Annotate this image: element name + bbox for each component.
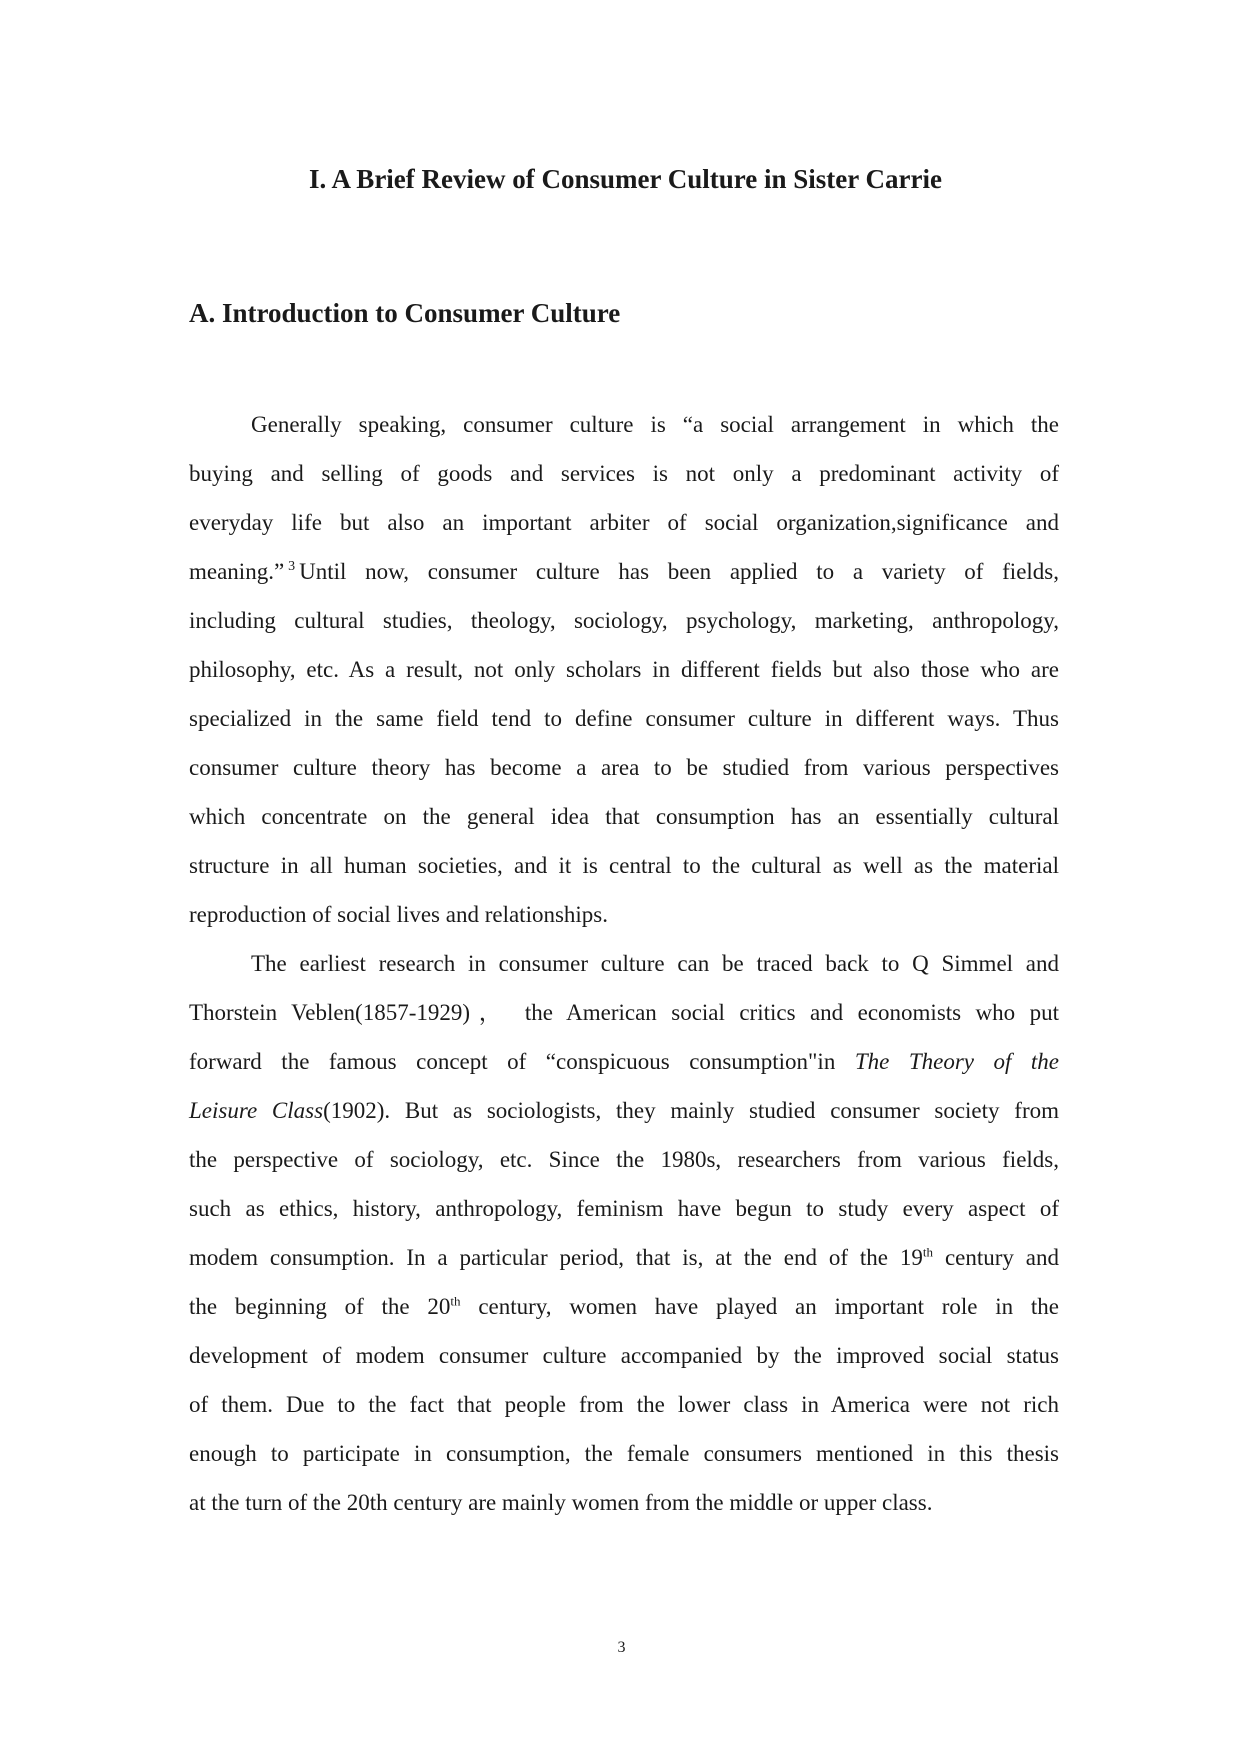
text-fragment: modem consumption. In a particular period, that is, at the end of the 19: [189, 1245, 923, 1270]
text-line: [189, 1037, 1059, 1086]
text-line: [189, 547, 1059, 596]
text-fragment: the beginning of the 20: [189, 1294, 451, 1319]
ordinal-superscript: th: [450, 1293, 461, 1309]
text-line: buying and selling of goods and services is not only a predominant activity of: [189, 461, 1059, 486]
text-line: enough to participate in consumption, the female consumers mentioned in this thesis: [189, 1441, 1059, 1466]
text-line: the perspective of sociology, etc. Since the 1980s, researchers from various fields,: [189, 1147, 1059, 1172]
text-line: reproduction of social lives and relationships.: [189, 902, 609, 927]
ordinal-superscript: th: [922, 1244, 934, 1260]
text-line: including cultural studies, theology, sociology, psychology, marketing, anthropology,: [189, 608, 1059, 633]
footnote-reference: 3: [288, 559, 296, 575]
text-line: [189, 1282, 1059, 1331]
text-line: development of modem consumer culture accompanied by the improved social status: [189, 1343, 1059, 1368]
paragraph-1: [189, 400, 1059, 939]
text-fragment: Until now, consumer culture has been applied to a variety of fields,: [299, 559, 1059, 584]
text-fragment: (1902). But as sociologists, they mainly studied consumer society from: [323, 1098, 1060, 1123]
text-fragment: century, women have played an important role in the: [478, 1294, 1060, 1319]
page-number: 3: [617, 1639, 626, 1656]
book-title-italic: The Theory of the: [854, 1049, 1060, 1074]
text-line: [189, 1086, 1059, 1135]
text-line: which concentrate on the general idea that consumption has an essentially cultural: [189, 804, 1059, 829]
text-line: [189, 1233, 1059, 1282]
text-line: Thorstein Veblen(1857-1929)， the American social critics and economists who put: [189, 1000, 1059, 1025]
paragraph-2: [189, 939, 1059, 1527]
section-heading: A. Introduction to Consumer Culture: [189, 298, 621, 328]
text-line: of them. Due to the fact that people from the lower class in America were not rich: [189, 1392, 1059, 1417]
text-line: such as ethics, history, anthropology, feminism have begun to study every aspect of: [189, 1196, 1059, 1221]
text-line: structure in all human societies, and it is central to the cultural as well as the material: [189, 853, 1059, 878]
text-line: at the turn of the 20th century are mainly women from the middle or upper class.: [189, 1490, 933, 1515]
text-line: Generally speaking, consumer culture is “a social arrangement in which the: [251, 412, 1059, 437]
text-line: The earliest research in consumer culture can be traced back to Q Simmel and: [251, 951, 1059, 976]
text-line: consumer culture theory has become a area to be studied from various perspectives: [189, 755, 1059, 780]
text-fragment: century and: [944, 1245, 1060, 1270]
text-line: everyday life but also an important arbiter of social organization,significance and: [189, 510, 1059, 535]
text-line: philosophy, etc. As a result, not only scholars in different fields but also those who are: [189, 657, 1059, 682]
body-text: [189, 400, 1059, 1527]
text-fragment: forward the famous concept of “conspicuous consumption"in: [189, 1049, 836, 1074]
chapter-title: I. A Brief Review of Consumer Culture in Sister Carrie: [309, 164, 942, 194]
text-line: specialized in the same field tend to define consumer culture in different ways. Thus: [189, 706, 1059, 731]
book-title-italic: Leisure Class: [189, 1098, 324, 1123]
text-fragment: meaning.”: [189, 559, 285, 584]
